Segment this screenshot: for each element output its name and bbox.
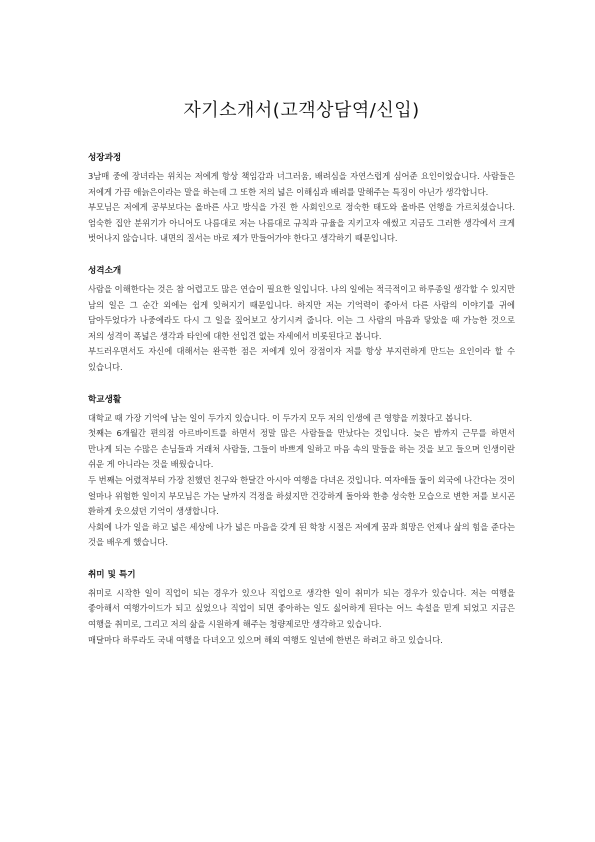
paragraph: 매달마다 하루라도 국내 여행을 다녀오고 있으며 해외 여행도 일년에 한번은 하려고 하고 있습니다. <box>88 634 443 645</box>
section-hobbies <box>88 569 515 648</box>
paragraph: 첫째는 6개월간 편의점 아르바이트를 하면서 정말 많은 사람들을 만났다는 것입니다. 늦은 밤까지 근무를 하면서 만나게 되는 수많은 손님들과 거래처 사람들, 그들이 바쁘게 일하고 마음 속의 말들을 하는 것을 보고 들으며 인생이란 쉬운 게 아니라는 것을 배웠습니다. <box>88 428 515 470</box>
paragraph: 사람을 이해한다는 것은 참 어렵고도 많은 연습이 필요한 일입니다. 나의 일에는 적극적이고 하루종일 생각할 수 있지만 남의 일은 그 순간 외에는 쉽게 잊혀지기 때문입니다. 하지만 저는 기억력이 좋아서 다른 사람의 이야기를 귀에 담아두었다가 나중에라도 다시 그 일을 짚어보고 상기시켜 줍니다. 이는 그 사람의 마음과 닿았을 때 가능한 것으로 저의 성격이 폭넓은 생각과 타인에 대한 선입견 없는 자세에서 비롯된다고 봅니다. <box>88 283 515 341</box>
section-heading: 학교생활 <box>88 394 122 405</box>
paragraph: 대학교 때 가장 기억에 남는 일이 두가지 있습니다. 이 두가지 모두 저의 인생에 큰 영향을 끼쳤다고 봅니다. <box>88 412 473 423</box>
paragraph: 부모님은 저에게 공부보다는 올바른 사고 방식을 가진 한 사회인으로 정숙한 태도와 올바른 언행을 가르치셨습니다. 엄숙한 집안 분위기가 아니어도 나름대로 저는 나름대로 규칙과 규율을 지키고자 애썼고 지금도 그러한 생각에서 크게 벗어나지 않습니다. 내면의 질서는 바로 제가 만들어가야 한다고 생각하기 때문입니다. <box>88 202 515 244</box>
paragraph: 사회에 나가 일을 하고 넓은 세상에 나가 넓은 마음을 갖게 된 학창 시절은 저에게 꿈과 희망은 언제나 삶의 힘을 준다는 것을 배우게 했습니다. <box>88 521 515 548</box>
paragraph: 부드러우면서도 자신에 대해서는 완곡한 점은 저에게 있어 장점이자 저를 항상 부지런하게 만드는 요인이라 할 수 있습니다. <box>88 346 515 372</box>
section-heading: 취미 및 특기 <box>88 569 136 580</box>
section-heading: 성장과정 <box>88 153 122 163</box>
paragraph: 3남매 중에 장녀라는 위치는 저에게 항상 책임감과 너그러움, 배려심을 자연스럽게 심어준 요인이었습니다. 사람들은 저에게 가끔 애늙은이라는 말을 하는데 그 또한 저의 넓은 이해심과 배려를 말해주는 특징이 아닌가 생각합니다. <box>88 171 515 197</box>
section-personality <box>88 265 515 376</box>
section-school-life <box>88 394 515 551</box>
paragraph: 두 번째는 어렸적부터 가장 친했던 친구와 한달간 아시아 여행을 다녀온 것입니다. 여자애들 둘이 외국에 나간다는 것이 얼마나 위험한 일이지 부모님은 가는 날까지 걱정을 하셨지만 건강하게 돌아와 한층 성숙한 모습으로 변한 저를 보시곤 환하게 웃으셨던 기억이 생생합니다. <box>88 474 515 517</box>
document-title: 자기소개서(고객상담역/신입) <box>183 100 420 121</box>
section-growth <box>88 152 515 247</box>
paragraph: 취미로 시작한 일이 직업이 되는 경우가 있으나 직업으로 생각한 일이 취미가 되는 경우가 있습니다. 저는 여행을 좋아해서 여행가이드가 되고 싶었으나 직업이 되면 좋아하는 일도 싫어하게 된다는 어느 속설을 믿게 되었고 지금은 여행을 취미로, 그리고 저의 삶을 시원하게 해주는 청량제로만 생각하고 있습니다. <box>88 587 515 630</box>
section-heading: 성격소개 <box>88 265 122 276</box>
